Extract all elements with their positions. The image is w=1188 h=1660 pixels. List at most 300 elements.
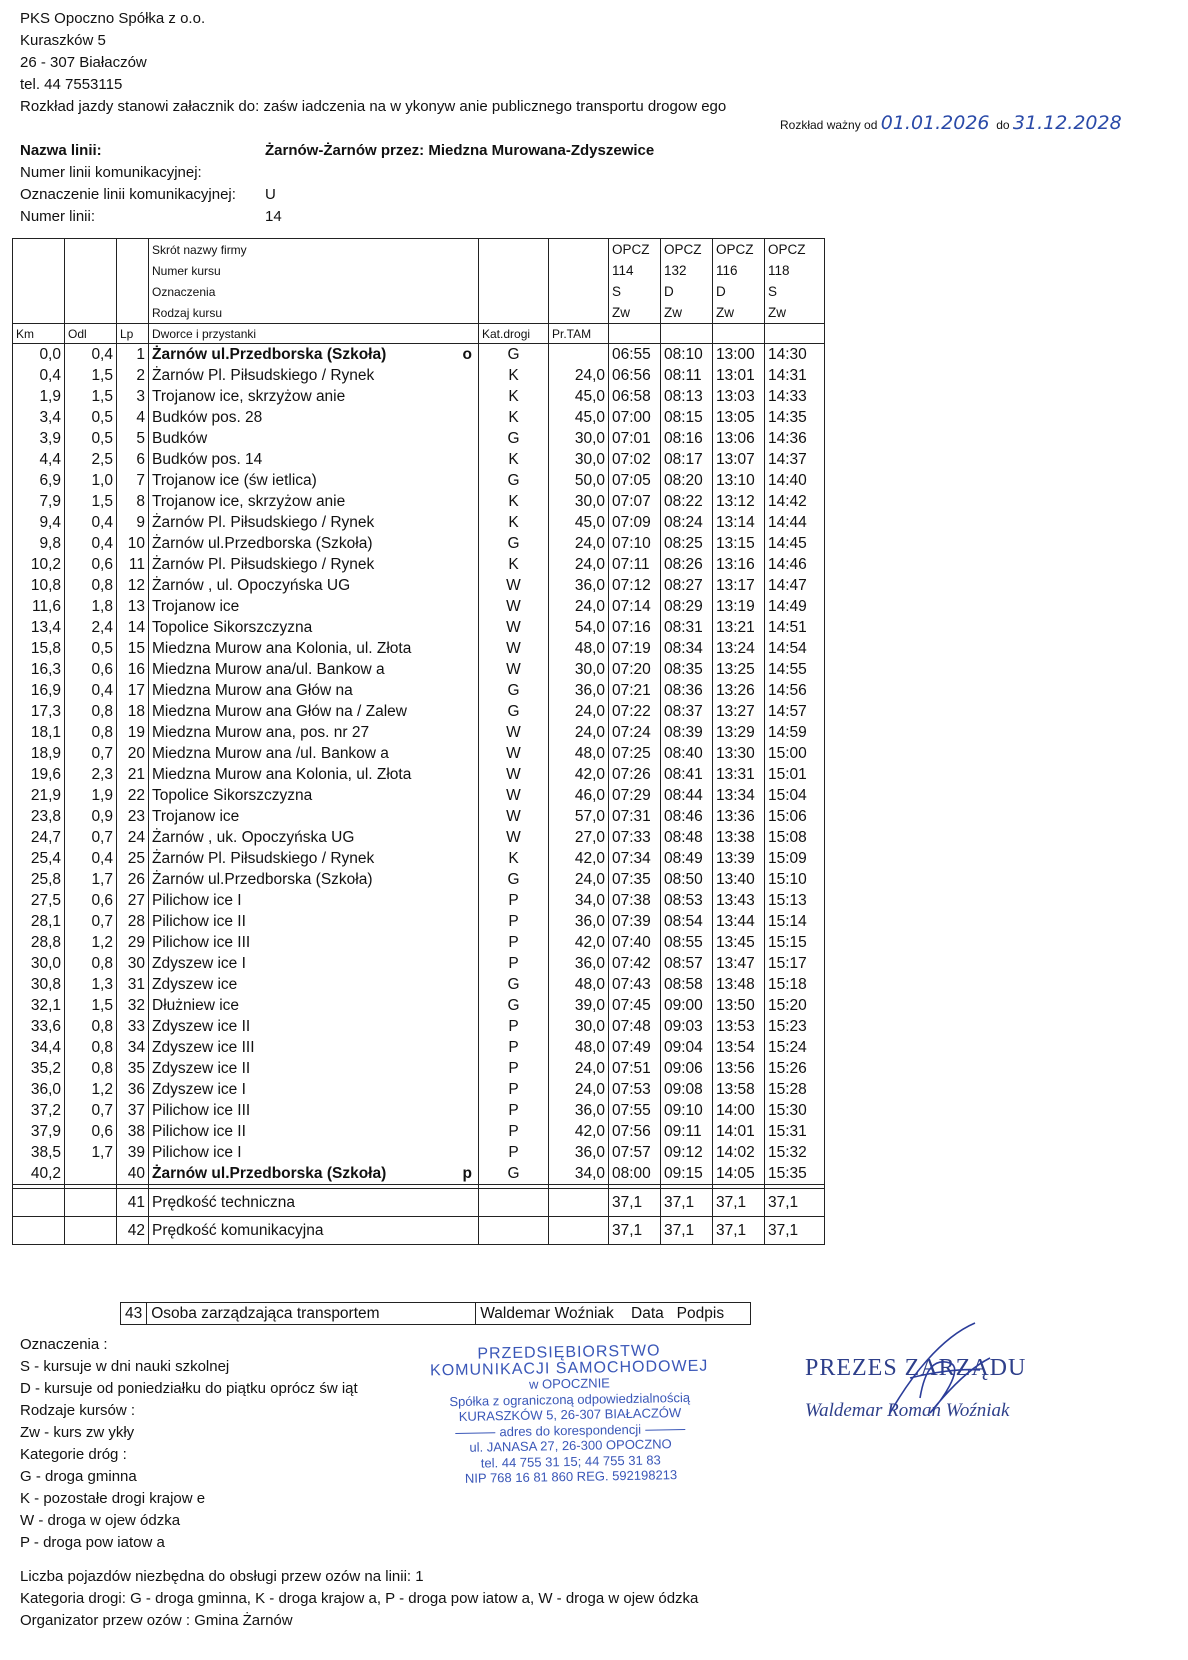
stop-cell — [149, 449, 479, 470]
time-cell: 06:56 — [609, 365, 661, 386]
time-cell: 15:10 — [765, 869, 825, 890]
lp-cell: 14 — [117, 617, 149, 638]
blank-cell — [479, 281, 549, 302]
time-cell: 13:58 — [713, 1079, 765, 1100]
time-cell: 14:01 — [713, 1121, 765, 1142]
time-cell: 08:15 — [661, 407, 713, 428]
legend-line: D - kursuje od poniedziałku do piątku oprócz św iąt — [20, 1380, 358, 1397]
table-row — [13, 491, 825, 512]
stop-name: Żarnów ul.Przedborska (Szkoła) — [152, 345, 387, 363]
validity-label: Rozkład ważny od — [780, 118, 878, 132]
time-cell: 08:34 — [661, 638, 713, 659]
km-cell: 25,4 — [13, 848, 65, 869]
line-designation-label: Oznaczenie linii komunikacyjnej: — [20, 186, 236, 203]
legend-line: Oznaczenia : — [20, 1336, 108, 1353]
time-cell: 14:36 — [765, 428, 825, 449]
lp-cell: 28 — [117, 911, 149, 932]
time-cell: 13:12 — [713, 491, 765, 512]
time-cell: 15:18 — [765, 974, 825, 995]
km-cell: 33,6 — [13, 1016, 65, 1037]
table-row — [13, 407, 825, 428]
summary-row — [13, 1189, 825, 1217]
line-info — [20, 140, 654, 228]
lp-cell: 22 — [117, 785, 149, 806]
blank-cell — [117, 260, 149, 281]
time-cell: 08:53 — [661, 890, 713, 911]
speed-cell: 54,0 — [549, 617, 609, 638]
lp-cell: 25 — [117, 848, 149, 869]
blank-cell — [65, 1189, 117, 1217]
speed-cell: 34,0 — [549, 890, 609, 911]
time-cell: 07:24 — [609, 722, 661, 743]
speed-cell: 36,0 — [549, 1100, 609, 1121]
km-cell: 19,6 — [13, 764, 65, 785]
course-mark: D — [661, 281, 713, 302]
time-cell: 09:08 — [661, 1079, 713, 1100]
time-cell: 08:57 — [661, 953, 713, 974]
time-cell: 15:23 — [765, 1016, 825, 1037]
stop-cell — [149, 848, 479, 869]
distance-cell: 0,7 — [65, 1100, 117, 1121]
summary-row — [13, 1217, 825, 1245]
time-cell: 14:02 — [713, 1142, 765, 1163]
stop-name: Topolice Sikorszczyzna — [152, 618, 313, 636]
distance-cell: 1,5 — [65, 491, 117, 512]
time-cell: 15:20 — [765, 995, 825, 1016]
company-city: 26 - 307 Białaczów — [20, 54, 147, 71]
blank-cell — [549, 260, 609, 281]
time-cell: 09:10 — [661, 1100, 713, 1121]
distance-cell: 0,4 — [65, 512, 117, 533]
time-cell: 07:00 — [609, 407, 661, 428]
stop-cell — [149, 764, 479, 785]
time-cell: 14:56 — [765, 680, 825, 701]
speed-cell: 34,0 — [549, 1163, 609, 1185]
blank-cell — [13, 281, 65, 302]
lp-cell: 11 — [117, 554, 149, 575]
distance-cell: 0,4 — [65, 533, 117, 554]
lp-cell: 1 — [117, 344, 149, 366]
manager-name: Waldemar Woźniak — [480, 1304, 614, 1322]
time-cell: 08:41 — [661, 764, 713, 785]
time-cell: 14:55 — [765, 659, 825, 680]
km-cell: 10,8 — [13, 575, 65, 596]
km-cell: 9,8 — [13, 533, 65, 554]
stop-name: Miedzna Murow ana Kolonia, ul. Złota — [152, 639, 412, 657]
stop-cell — [149, 869, 479, 890]
km-cell: 30,8 — [13, 974, 65, 995]
stop-name: Dłużniew ice — [152, 996, 240, 1014]
course-meta-row — [13, 239, 825, 261]
blank-cell — [13, 239, 65, 261]
distance-cell: 2,3 — [65, 764, 117, 785]
stop-name: Miedzna Murow ana Głów na / Zalew — [152, 702, 408, 720]
table-row — [13, 764, 825, 785]
distance-cell: 1,2 — [65, 932, 117, 953]
time-cell: 06:58 — [609, 386, 661, 407]
stop-name: Trojanow ice (św ietlica) — [152, 471, 317, 489]
manager-sign-label: Podpis — [676, 1304, 725, 1322]
time-cell: 13:21 — [713, 617, 765, 638]
lp-cell: 19 — [117, 722, 149, 743]
lp-cell: 30 — [117, 953, 149, 974]
blank-cell — [117, 239, 149, 261]
time-cell: 15:24 — [765, 1037, 825, 1058]
column-header-odl: Odl — [65, 324, 117, 344]
column-header-row — [13, 324, 825, 344]
speed-cell: 36,0 — [549, 680, 609, 701]
table-row — [13, 344, 825, 366]
speed-cell: 36,0 — [549, 911, 609, 932]
time-cell: 15:06 — [765, 806, 825, 827]
distance-cell: 0,8 — [65, 1058, 117, 1079]
lp-cell: 20 — [117, 743, 149, 764]
summary-label: Prędkość techniczna — [149, 1189, 479, 1217]
time-cell: 13:43 — [713, 890, 765, 911]
distance-cell: 1,3 — [65, 974, 117, 995]
summary-label: Prędkość komunikacyjna — [149, 1217, 479, 1245]
time-cell: 07:51 — [609, 1058, 661, 1079]
time-cell: 13:54 — [713, 1037, 765, 1058]
time-cell: 14:57 — [765, 701, 825, 722]
seal-title: PREZES ZARZĄDU — [805, 1355, 1027, 1381]
stop-cell — [149, 344, 479, 366]
stop-cell — [149, 428, 479, 449]
time-cell: 07:21 — [609, 680, 661, 701]
blank-cell — [661, 324, 713, 344]
time-cell: 08:58 — [661, 974, 713, 995]
stop-name: Miedzna Murow ana Głów na — [152, 681, 353, 699]
company-street: Kuraszków 5 — [20, 32, 106, 49]
time-cell: 07:11 — [609, 554, 661, 575]
manager-lp: 43 — [121, 1303, 147, 1325]
km-cell: 37,9 — [13, 1121, 65, 1142]
blank-cell — [479, 1217, 549, 1245]
distance-cell: 2,4 — [65, 617, 117, 638]
time-cell: 13:36 — [713, 806, 765, 827]
table-row — [13, 617, 825, 638]
stop-name: Zdyszew ice I — [152, 954, 246, 972]
blank-cell — [549, 239, 609, 261]
time-cell: 14:51 — [765, 617, 825, 638]
speed-cell: 24,0 — [549, 365, 609, 386]
stop-cell — [149, 911, 479, 932]
course-meta-row — [13, 281, 825, 302]
stop-cell — [149, 365, 479, 386]
road-category-cell: W — [479, 617, 549, 638]
lp-cell: 29 — [117, 932, 149, 953]
road-category-cell: K — [479, 512, 549, 533]
distance-cell — [65, 1163, 117, 1185]
course-meta-label: Numer kursu — [149, 260, 479, 281]
table-row — [13, 743, 825, 764]
time-cell: 07:12 — [609, 575, 661, 596]
time-cell: 07:25 — [609, 743, 661, 764]
table-row — [13, 596, 825, 617]
stop-name: Miedzna Murow ana /ul. Bankow a — [152, 744, 389, 762]
km-cell: 13,4 — [13, 617, 65, 638]
road-category-cell: W — [479, 743, 549, 764]
road-category-cell: K — [479, 386, 549, 407]
speed-cell: 48,0 — [549, 743, 609, 764]
stamp-line: Spółka z ograniczoną odpowiedzialnością — [449, 1389, 691, 1409]
speed-cell: 24,0 — [549, 1079, 609, 1100]
distance-cell: 1,5 — [65, 386, 117, 407]
blank-cell — [765, 324, 825, 344]
table-row — [13, 386, 825, 407]
road-category-cell: K — [479, 407, 549, 428]
table-row — [13, 1079, 825, 1100]
time-cell: 07:33 — [609, 827, 661, 848]
time-cell: 07:22 — [609, 701, 661, 722]
km-cell: 34,4 — [13, 1037, 65, 1058]
course-meta-row — [13, 260, 825, 281]
course-meta-label: Skrót nazwy firmy — [149, 239, 479, 261]
signature-icon — [880, 1318, 1000, 1428]
lp-cell: 16 — [117, 659, 149, 680]
table-row — [13, 848, 825, 869]
course-firm: OPCZ — [661, 239, 713, 261]
distance-cell: 0,5 — [65, 638, 117, 659]
time-cell: 08:24 — [661, 512, 713, 533]
stop-name: Budków — [152, 429, 208, 447]
speed-cell: 57,0 — [549, 806, 609, 827]
validity-to: 31.12.2028 — [1012, 112, 1122, 134]
stop-name: Zdyszew ice I — [152, 1080, 246, 1098]
km-cell: 37,2 — [13, 1100, 65, 1121]
stamp-line: tel. 44 755 31 15; 44 755 31 83 — [480, 1451, 661, 1471]
lp-cell: 12 — [117, 575, 149, 596]
km-cell: 9,4 — [13, 512, 65, 533]
lp-cell: 13 — [117, 596, 149, 617]
lp-cell: 7 — [117, 470, 149, 491]
course-type: Zw — [661, 302, 713, 324]
lp-cell: 2 — [117, 365, 149, 386]
time-cell: 13:53 — [713, 1016, 765, 1037]
course-number: 118 — [765, 260, 825, 281]
time-cell: 13:14 — [713, 512, 765, 533]
distance-cell: 0,7 — [65, 743, 117, 764]
table-row — [13, 869, 825, 890]
time-cell: 13:25 — [713, 659, 765, 680]
speed-cell: 24,0 — [549, 596, 609, 617]
time-cell: 15:35 — [765, 1163, 825, 1185]
km-cell: 35,2 — [13, 1058, 65, 1079]
road-category-cell: P — [479, 1058, 549, 1079]
time-cell: 15:15 — [765, 932, 825, 953]
distance-cell: 1,5 — [65, 995, 117, 1016]
table-row — [13, 554, 825, 575]
stop-cell — [149, 1016, 479, 1037]
km-cell: 25,8 — [13, 869, 65, 890]
km-cell: 21,9 — [13, 785, 65, 806]
lp-cell: 21 — [117, 764, 149, 785]
stop-cell — [149, 1058, 479, 1079]
lp-cell: 18 — [117, 701, 149, 722]
speed-cell: 30,0 — [549, 491, 609, 512]
company-name: PKS Opoczno Spółka z o.o. — [20, 10, 206, 27]
time-cell: 14:54 — [765, 638, 825, 659]
road-category-cell: G — [479, 974, 549, 995]
course-firm: OPCZ — [609, 239, 661, 261]
road-category-cell: G — [479, 344, 549, 366]
speed-cell: 30,0 — [549, 1016, 609, 1037]
speed-cell: 50,0 — [549, 470, 609, 491]
company-stamp — [404, 1342, 736, 1487]
footer-organizer: Organizator przew ozów : Gmina Żarnów — [20, 1612, 293, 1629]
speed-cell — [549, 344, 609, 366]
time-cell: 15:32 — [765, 1142, 825, 1163]
stop-cell — [149, 806, 479, 827]
speed-cell: 24,0 — [549, 869, 609, 890]
road-category-cell: P — [479, 911, 549, 932]
course-type: Zw — [713, 302, 765, 324]
course-type: Zw — [765, 302, 825, 324]
column-header-km: Km — [13, 324, 65, 344]
legend — [20, 1334, 358, 1554]
time-cell: 13:39 — [713, 848, 765, 869]
time-cell: 07:01 — [609, 428, 661, 449]
time-cell: 14:35 — [765, 407, 825, 428]
road-category-cell: G — [479, 869, 549, 890]
table-row — [13, 785, 825, 806]
time-cell: 13:47 — [713, 953, 765, 974]
time-cell: 07:57 — [609, 1142, 661, 1163]
stop-name: Trojanow ice, skrzyżow anie — [152, 387, 346, 405]
lp-cell: 33 — [117, 1016, 149, 1037]
time-cell: 15:00 — [765, 743, 825, 764]
road-category-cell: W — [479, 827, 549, 848]
time-cell: 07:09 — [609, 512, 661, 533]
legend-line: S - kursuje w dni nauki szkolnej — [20, 1358, 230, 1375]
stop-cell — [149, 1142, 479, 1163]
time-cell: 14:37 — [765, 449, 825, 470]
time-cell: 13:05 — [713, 407, 765, 428]
blank-cell — [13, 260, 65, 281]
table-row — [13, 890, 825, 911]
blank-cell — [713, 324, 765, 344]
stop-name: Budków pos. 14 — [152, 450, 263, 468]
km-cell: 40,2 — [13, 1163, 65, 1185]
time-cell: 07:10 — [609, 533, 661, 554]
speed-cell: 42,0 — [549, 932, 609, 953]
time-cell: 07:43 — [609, 974, 661, 995]
km-cell: 28,8 — [13, 932, 65, 953]
table-row — [13, 932, 825, 953]
road-category-cell: W — [479, 806, 549, 827]
stop-name: Żarnów Pl. Piłsudskiego / Rynek — [152, 366, 375, 384]
time-cell: 08:48 — [661, 827, 713, 848]
time-cell: 08:11 — [661, 365, 713, 386]
blank-cell — [13, 1189, 65, 1217]
time-cell: 08:39 — [661, 722, 713, 743]
footer — [20, 1566, 698, 1632]
course-type: Zw — [609, 302, 661, 324]
time-cell: 07:45 — [609, 995, 661, 1016]
blank-cell — [117, 281, 149, 302]
time-cell: 08:44 — [661, 785, 713, 806]
km-cell: 6,9 — [13, 470, 65, 491]
time-cell: 08:13 — [661, 386, 713, 407]
stop-cell — [149, 1100, 479, 1121]
distance-cell: 0,6 — [65, 659, 117, 680]
stop-name: Żarnów , ul. Opoczyńska UG — [152, 576, 351, 594]
course-meta-label: Rodzaj kursu — [149, 302, 479, 324]
time-cell: 07:40 — [609, 932, 661, 953]
course-mark: S — [765, 281, 825, 302]
speed-cell: 42,0 — [549, 1121, 609, 1142]
time-cell: 15:01 — [765, 764, 825, 785]
footer-road-category: Kategoria drogi: G - droga gminna, K - droga krajow a, P - droga pow iatow a, W - droga w ojew ódzka — [20, 1590, 699, 1607]
stamp-line: PRZEDSIĘBIORSTWO — [477, 1342, 661, 1363]
stop-name: Pilichow ice III — [152, 933, 251, 951]
km-cell: 17,3 — [13, 701, 65, 722]
distance-cell: 0,7 — [65, 827, 117, 848]
table-row — [13, 953, 825, 974]
stop-name: Żarnów , uk. Opoczyńska UG — [152, 828, 355, 846]
summary-value: 37,1 — [609, 1189, 661, 1217]
speed-cell: 48,0 — [549, 1037, 609, 1058]
time-cell: 07:48 — [609, 1016, 661, 1037]
time-cell: 14:33 — [765, 386, 825, 407]
table-row — [13, 680, 825, 701]
stop-cell — [149, 659, 479, 680]
blank-cell — [479, 302, 549, 324]
lp-cell: 4 — [117, 407, 149, 428]
stop-cell — [149, 995, 479, 1016]
distance-cell: 1,7 — [65, 1142, 117, 1163]
time-cell: 14:46 — [765, 554, 825, 575]
time-cell: 09:12 — [661, 1142, 713, 1163]
column-header-stops: Dworce i przystanki — [149, 324, 479, 344]
road-category-cell: P — [479, 1079, 549, 1100]
road-category-cell: K — [479, 365, 549, 386]
time-cell: 13:01 — [713, 365, 765, 386]
road-category-cell: K — [479, 491, 549, 512]
manager-label: Osoba zarządzająca transportem — [147, 1303, 476, 1325]
time-cell: 13:07 — [713, 449, 765, 470]
time-cell: 07:07 — [609, 491, 661, 512]
validity-to-label: do — [996, 118, 1010, 132]
stamp-line: NIP 768 16 81 860 REG. 592198213 — [464, 1467, 678, 1486]
road-category-cell: W — [479, 764, 549, 785]
blank-cell — [549, 281, 609, 302]
stop-cell — [149, 1079, 479, 1100]
stop-cell — [149, 575, 479, 596]
stop-name: Żarnów ul.Przedborska (Szkoła) — [152, 1164, 387, 1182]
schedule-note: Rozkład jazdy stanowi załacznik do: zaśw iadczenia na w ykonyw anie publicznego transportu drogow ego — [20, 98, 727, 115]
stop-name: Pilichow ice I — [152, 891, 242, 909]
distance-cell: 0,4 — [65, 848, 117, 869]
time-cell: 14:31 — [765, 365, 825, 386]
validity-from: 01.01.2026 — [880, 112, 990, 134]
lp-cell: 10 — [117, 533, 149, 554]
transport-manager — [120, 1302, 751, 1325]
road-category-cell: W — [479, 575, 549, 596]
distance-cell: 1,7 — [65, 869, 117, 890]
stop-cell — [149, 953, 479, 974]
time-cell: 08:54 — [661, 911, 713, 932]
table-row — [13, 1142, 825, 1163]
stop-name: Żarnów ul.Przedborska (Szkoła) — [152, 534, 373, 552]
km-cell: 15,8 — [13, 638, 65, 659]
time-cell: 08:22 — [661, 491, 713, 512]
stop-cell — [149, 1037, 479, 1058]
speed-cell: 45,0 — [549, 512, 609, 533]
lp-cell: 31 — [117, 974, 149, 995]
stop-cell — [149, 596, 479, 617]
time-cell: 09:11 — [661, 1121, 713, 1142]
